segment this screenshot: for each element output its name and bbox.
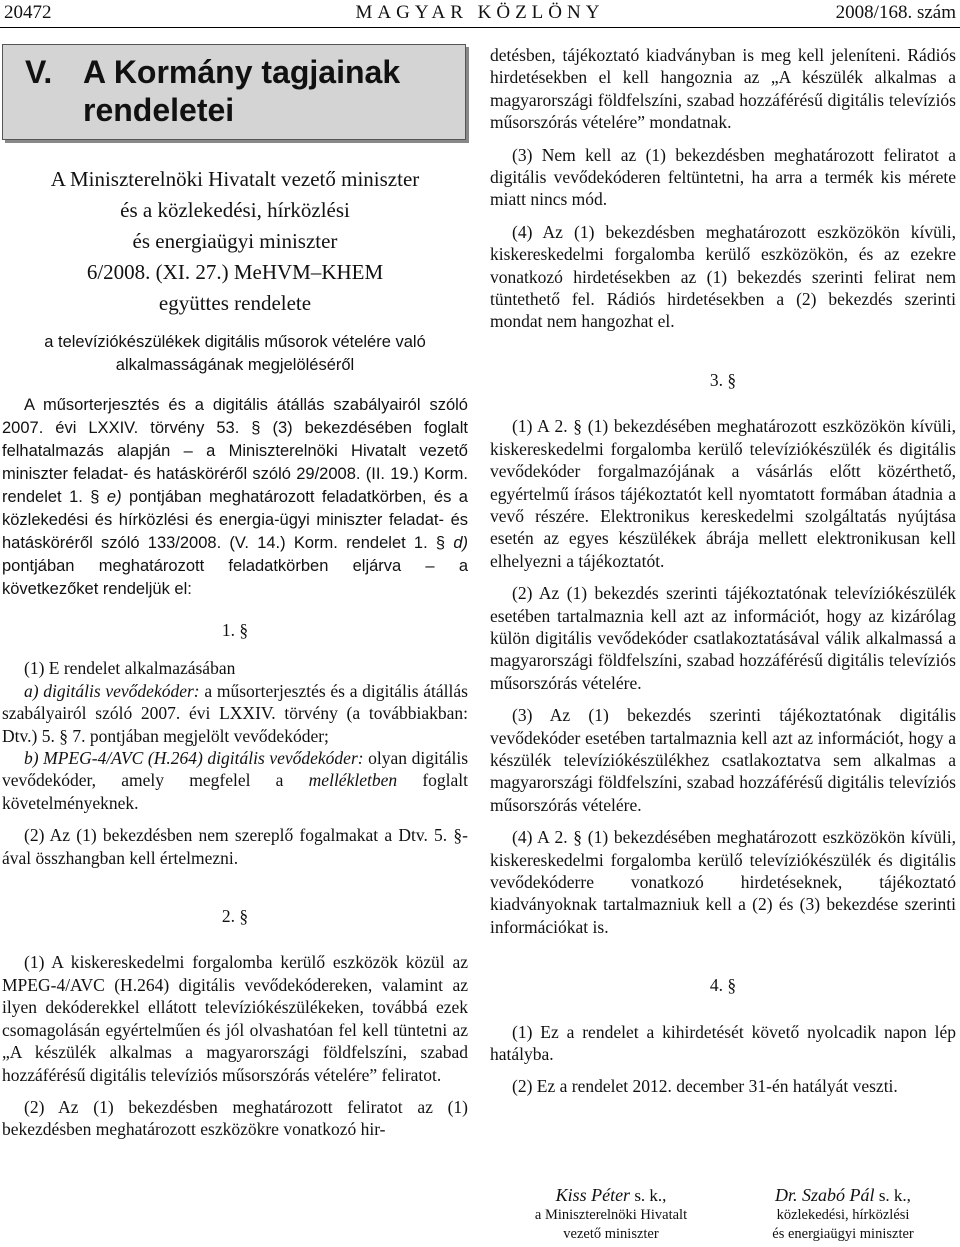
s2-p2-continued: detésben, tájékoztató kiadványban is meg kell jeleníteni. Rádiós hirdetésekben el kell hangoznia az „A készülék alkalmas a magyarországi földfelszíni, szabad hozzáférésű digitális televíziós műsorszórás vételére” mondatnak. [490,45,956,133]
s4-p1: (1) Ez a rendelet a kihirdetését követő nyolcadik napon lép hatályba. [490,1021,956,1065]
preamble-rest: szóló 2007. évi LXXIV. törvény 53. § (3) bekezdésében foglalt felhatalmazás alapján – a Miniszterelnöki Hivatalt vezető miniszter feladat- és hatásköréről szóló 29/2008. (II. 19.) Korm. rendelet 1. § [2,396,468,506]
preamble-mid: pontjában meghatározott feladatkörben, és a közlekedési és hírközlési és energia-ügyi miniszter feladat- és hatásköréről szóló 133/2008. (V. 14.) Korm. rendelet 1. § [2,488,468,552]
issue-number: 2008/168. szám [835,2,956,23]
signatory-name: Kiss Péter [555,1185,631,1205]
decree-title-line: és a közlekedési, hírközlési [120,198,350,222]
signature-block [728,1185,958,1244]
signatory-role: és energiaügyi miniszter [772,1226,914,1242]
s2-p2-start: (2) Az (1) bekezdésben meghatározott feliratot az (1) bekezdésben meghatározott eszközökre vonatkozó hir- [2,1096,468,1140]
section-heading-box [2,44,466,140]
decree-title [2,164,468,319]
page-number: 20472 [4,2,52,23]
decree-title-line: és energiaügyi miniszter [132,229,338,253]
right-column [490,44,956,1098]
section-title-line2: rendeletei [83,92,235,128]
preamble-point-d: d) [453,534,468,552]
decree-title-line: együttes rendelete [158,291,312,315]
s1-point-a-label: a) digitális vevődekóder: [24,680,200,701]
s3-p1: (1) A 2. § (1) bekezdésében meghatározott eszközökön kívüli, kiskereskedelmi forgalomba kerülő televíziókészülék és digitális vevődekóder forgalmazójának a vásárlás előtt közérthető, egyértelmű írásos tájékoztatót kell nyomtatott formában átadnia a vevő részére. Elektronikus kereskedelmi szolgáltatás nyújtása esetén az egyes készülékek ábrája mellett elektronikusan kell elhelyezni a tájékoztatót. [490,416,956,571]
signature-block [496,1185,726,1244]
preamble-end: pontjában meghatározott feladatkörben eljárva – a következőket rendeljük el: [2,557,468,598]
section-1-heading: 1. § [221,620,249,640]
section-3-heading: 3. § [709,369,737,390]
preamble [2,394,468,601]
s3-p2: (2) Az (1) bekezdés szerinti tájékoztatónak televíziókészülék esetében tartalmaznia kell azt az információt, hogy az kizárólag külön digitális vevődekóder csatlakoztatásával válik alkalmassá a magyarországi földfelszíni, szabad hozzáférésű digitális televíziós műsorszórás vételére. [490,583,956,693]
decree-title-line: 6/2008. (XI. 27.) MeHVM–KHEM [86,260,384,284]
page-header [0,0,960,26]
s1-point-b-text2: foglalt követelményeknek. [2,770,469,813]
journal-title: MAGYAR KÖZLÖNY [355,2,605,23]
section-title-line1: A Kormány tagjainak [83,54,401,90]
signatory-suffix: s. k., [878,1186,911,1205]
signatory-name: Dr. Szabó Pál [775,1185,875,1205]
decree-subtitle-line: a televíziókészülékek digitális műsorok vételére való [44,333,426,351]
s1-p1-intro: (1) E rendelet alkalmazásában [24,658,236,679]
s2-p4: (4) Az (1) bekezdésben meghatározott eszközökön kívüli, kiskereskedelmi forgalomba kerülő eszközökön, és az ezekre vonatkozó hirdetésekben az (1) bekezdés szerinti felirat nem tüntethető fel. Rádiós hirdetésekben a (2) bekezdés szerinti mondat nem hangozhat el. [490,221,956,332]
s2-p3: (3) Nem kell az (1) bekezdésben meghatározott feliratot a digitális vevődekóderen feltüntetni, ha arra a termék kis mérete miatt nincs mód. [490,144,956,210]
section-number: V. [25,54,53,90]
section-4-heading: 4. § [709,975,737,996]
left-column [2,44,468,1141]
decree-subtitle [2,331,468,377]
s1-point-b [2,747,468,814]
preamble-point-e: e) [106,488,122,506]
signatory-role: a Miniszterelnöki Hivatalt [534,1207,688,1223]
s1-point-b-label: b) MPEG-4/AVC (H.264) digitális vevődekóder: [24,748,364,769]
signatory-suffix: s. k., [634,1186,667,1205]
s1-point-b-annex: mellékletben [308,770,398,791]
s3-p4: (4) A 2. § (1) bekezdésében meghatározott eszközökön kívüli, kiskereskedelmi forgalomba kerülő televíziókészülék és digitális vevődekóderre vonatkozó hirdetéseknek, tájékoztató kiadványoknak tartalmazniuk kell a (2) és (3) bekezdése szerinti információkat is. [490,827,956,937]
decree-title-line: A Miniszterelnöki Hivatalt vezető miniszter [50,167,420,191]
header-rule [0,27,960,28]
s1-point-a-text: a műsorterjesztés és a digitális átállás szabályairól szóló 2007. évi LXXIV. törvény (a továbbiakban: Dtv.) 5. § 7. pontjában megjelölt vevődekóder; [2,680,468,746]
decree-subtitle-line: alkalmasságának megjelöléséről [115,356,355,374]
s1-point-a [2,680,468,747]
s1-point-b-text1: olyan digitális vevődekóder, amely megfelel a [2,748,469,791]
signatory-role: közlekedési, hírközlési [776,1207,910,1223]
s3-p3: (3) Az (1) bekezdés szerinti tájékoztatónak digitális vevődekóder esetében tartalmaznia kell azt az információt, hogy a készülék televíziókészülékhez csatlakoztatva sem alkalmas a magyarországi földfelszíni, szabad hozzáférésű digitális televíziós műsorszórás vételére. [490,705,956,815]
s4-p2: (2) Ez a rendelet 2012. december 31-én hatályát veszti. [512,1076,898,1097]
s2-p1: (1) A kiskereskedelmi forgalomba kerülő eszközök közül az MPEG-4/AVC (H.264) digitális vevődekódereken, valamint az ilyen dekóderekkel ellátott televíziókészülékeken, továbbá ezek csomagolásán egyértelműen és jól olvashatóan fel kell tüntetni az „A készülék alkalmas a magyarországi földfelszíni, szabad hozzáférésű digitális televíziós műsorszórás vételére” feliratot. [2,952,468,1085]
s1-p2: (2) Az (1) bekezdésben nem szereplő fogalmakat a Dtv. 5. §-ával összhangban kell értelmezni. [2,825,468,868]
preamble-lead: A műsorterjesztés és a digitális átállás szabályairól [24,396,421,414]
section-2-heading: 2. § [221,906,249,927]
signatory-role: vezető miniszter [563,1226,659,1242]
